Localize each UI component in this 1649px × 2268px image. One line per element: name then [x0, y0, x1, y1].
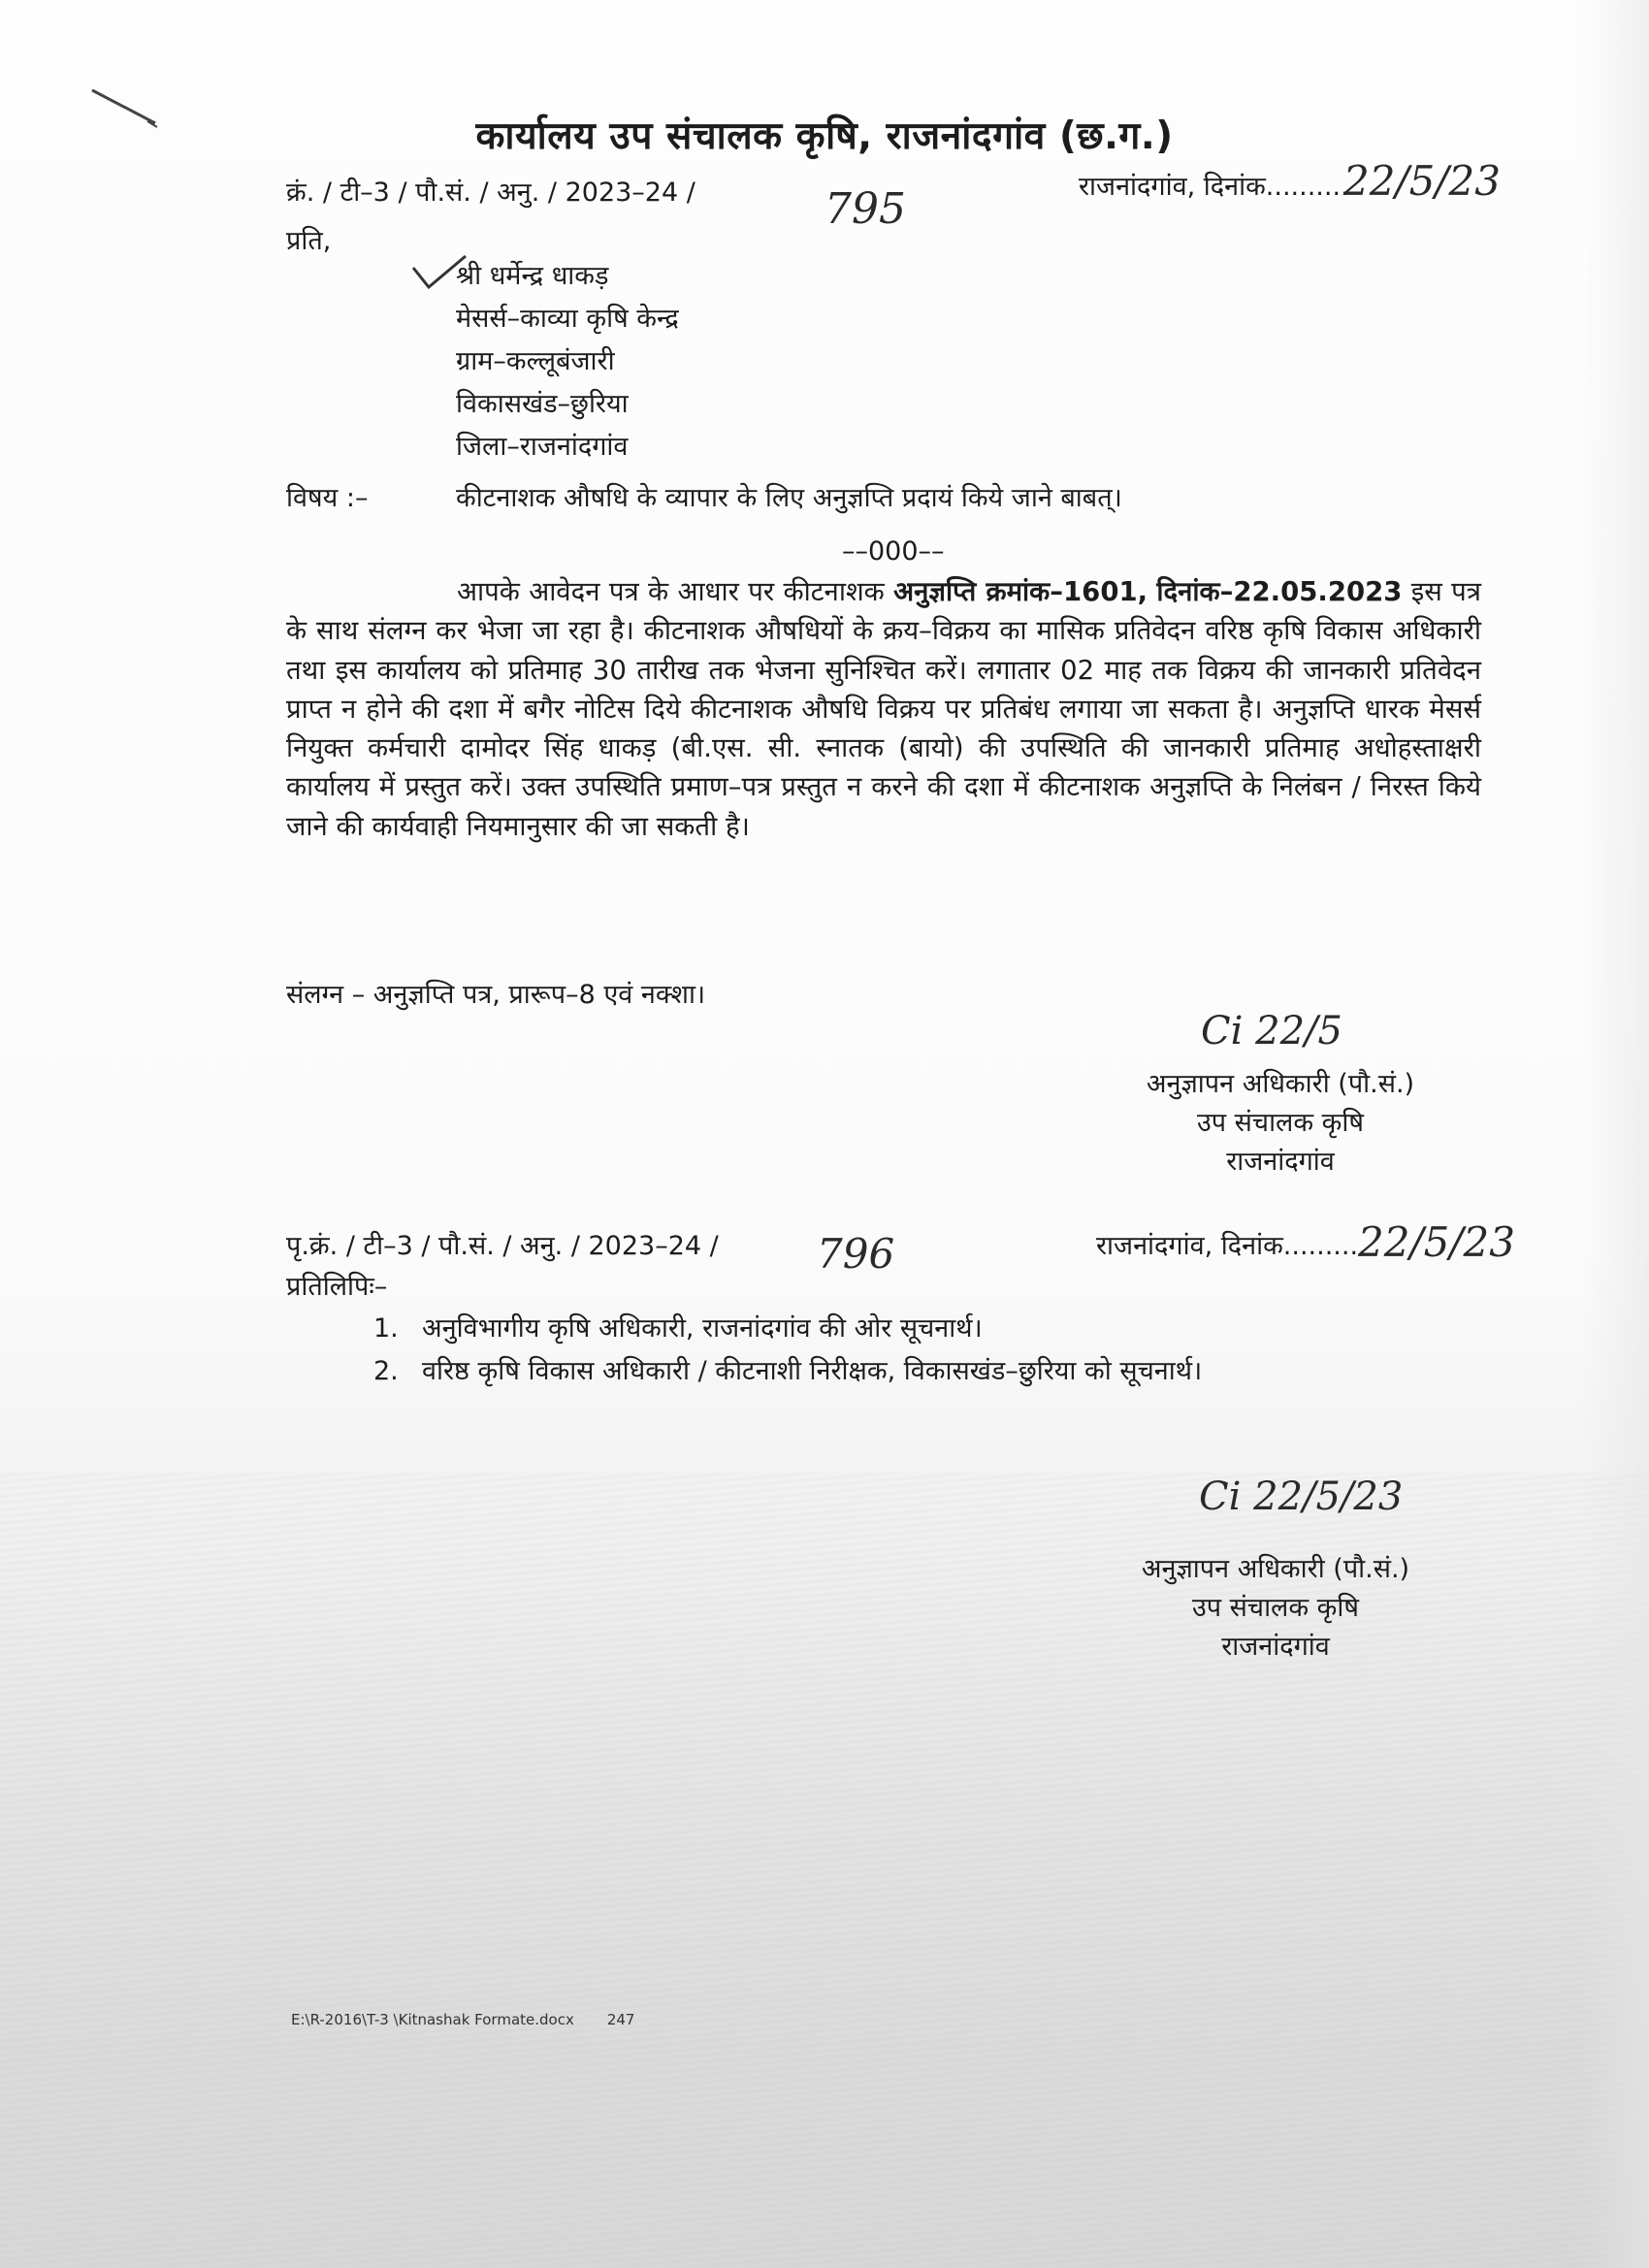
license-date: दिनांक–22.05.2023 — [1156, 576, 1403, 607]
subject-label: विषय :– — [286, 483, 369, 513]
list-text: अनुविभागीय कृषि अधिकारी, राजनांदगांव की ओर सूचनार्थ। — [422, 1313, 983, 1344]
copy-place-date-label: राजनांदगांव, दिनांक.......... — [1096, 1231, 1367, 1261]
handwritten-ref-number: 795 — [824, 184, 906, 234]
file-path: E:\R-2016\T-3 \Kitnashak Formate.docx — [291, 2011, 574, 2028]
handwritten-date: 22/5/23 — [1343, 157, 1501, 205]
signature-1: Ci 22/5 — [1201, 1009, 1342, 1053]
enclosure-line: संलग्न – अनुज्ञप्ति पत्र, प्रारूप–8 एवं नक्शा। — [286, 980, 706, 1010]
separator-mark: ––000–– — [842, 536, 945, 567]
list-text: वरिष्ठ कृषि विकास अधिकारी / कीटनाशी निरीक्षक, विकासखंड–छुरिया को सूचनार्थ। — [422, 1356, 1203, 1386]
to-label: प्रति, — [286, 226, 332, 256]
signatory-office: उप संचालक कृषि — [1191, 1593, 1360, 1623]
license-number: अनुज्ञप्ति क्रमांक–1601, — [893, 576, 1148, 607]
signatory-office: उप संचालक कृषि — [1196, 1108, 1365, 1138]
signature-block-2 — [1082, 1550, 1470, 1667]
handwritten-copy-date: 22/5/23 — [1358, 1218, 1515, 1266]
copy-to-label: प्रतिलिपिः– — [286, 1272, 388, 1302]
signature-block-1 — [1086, 1065, 1474, 1182]
addressee-line: ग्राम–कल्लूबंजारी — [456, 346, 615, 376]
list-item — [373, 1308, 1481, 1350]
copy-list — [373, 1308, 1481, 1393]
place-date-label: राजनांदगांव, दिनांक.......... — [1079, 172, 1349, 202]
addressee-line: जिला–राजनांदगांव — [456, 432, 629, 462]
signatory-place: राजनांदगांव — [1226, 1147, 1335, 1177]
body-text: आपके आवेदन पत्र के आधार पर कीटनाशक — [457, 576, 894, 607]
signature-2: Ci 22/5/23 — [1199, 1474, 1404, 1519]
handwritten-copy-ref: 796 — [817, 1230, 895, 1278]
signatory-title: अनुज्ञापन अधिकारी (पौ.सं.) — [1146, 1069, 1415, 1099]
file-path-footer — [291, 2011, 667, 2028]
signatory-title: अनुज्ञापन अधिकारी (पौ.सं.) — [1141, 1554, 1410, 1584]
list-item — [373, 1350, 1481, 1393]
addressee-line: विकासखंड–छुरिया — [456, 389, 629, 419]
list-number: 1. — [373, 1313, 399, 1344]
office-title: कार्यालय उप संचालक कृषि, राजनांदगांव (छ.ग.) — [475, 114, 1174, 158]
list-number: 2. — [373, 1356, 399, 1386]
body-paragraph — [286, 572, 1481, 846]
addressee-line: श्री धर्मेन्द्र धाकड़ — [456, 261, 609, 291]
signatory-place: राजनांदगांव — [1221, 1632, 1330, 1662]
reference-number: क्रं. / टी–3 / पौ.सं. / अनु. / 2023–24 / — [286, 178, 695, 208]
addressee-line: मेसर्स–काव्या कृषि केन्द्र — [456, 304, 679, 334]
copy-reference-number: पृ.क्रं. / टी–3 / पौ.सं. / अनु. / 2023–24 / — [286, 1231, 719, 1261]
subject-text: कीटनाशक औषधि के व्यापार के लिए अनुज्ञप्ति प्रदायं किये जाने बाबत्। — [456, 483, 1122, 513]
scan-edge — [1581, 0, 1649, 2268]
body-text: इस पत्र के साथ संलग्न कर भेजा जा रहा है। कीटनाशक औषधियों के क्रय–विक्रय का मासिक प्रतिवेदन वरिष्ठ कृषि विकास अधिकारी तथा इस कार्यालय को प्रतिमाह 30 तारीख तक भेजना सुनिश्चित करें। लगातार 02 माह तक विक्रय की जानकारी प्रतिवेदन प्राप्त न होने की दशा में बगैर नोटिस दिये कीटनाशक औषधि विक्रय पर प्रतिबंध लगाया जा सकता है। अनुज्ञप्ति धारक मेसर्स नियुक्त कर्मचारी दामोदर सिंह धाकड़ (बी.एस. सी. स्नातक (बायो) की उपस्थिति की जानकारी प्रतिमाह अधोहस्ताक्षरी कार्यालय में प्रस्तुत करें। उक्त उपस्थिति प्रमाण–पत्र प्रस्तुत न करने की दशा में कीटनाशक अनुज्ञप्ति के निलंबन / निरस्त किये जाने की कार्यवाही नियमानुसार की जा सकती है। — [286, 576, 1481, 842]
footer-number: 247 — [606, 2011, 635, 2028]
